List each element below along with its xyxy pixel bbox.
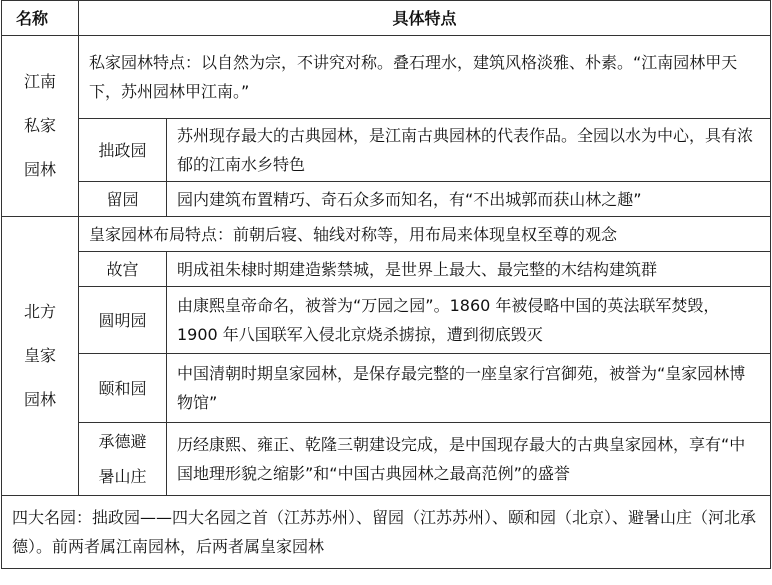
region-jiangnan — [2, 36, 79, 217]
header-row — [2, 1, 771, 36]
region-line: 私家 — [23, 116, 56, 135]
garden-table — [1, 0, 771, 569]
garden-name-line: 承德避 — [98, 432, 147, 451]
region-line: 北方 — [23, 302, 56, 321]
jiangnan-overview-row — [2, 36, 771, 119]
garden-desc: 由康熙皇帝命名，被誉为“万园之园”。1860 年被侵略中国的英法联军焚毁，1900 年八国联军入侵北京烧杀掳掠，遭到彻底毁灭 — [167, 287, 771, 354]
header-name: 名称 — [2, 1, 79, 36]
garden-desc: 中国清朝时期皇家园林，是保存最完整的一座皇家行宫御苑，被誉为“皇家园林博物馆” — [167, 354, 771, 423]
beifang-overview-row — [2, 217, 771, 252]
table-row — [2, 252, 771, 287]
region-line: 皇家 — [23, 346, 56, 365]
garden-name-line: 暑山庄 — [98, 467, 147, 486]
garden-desc: 苏州现存最大的古典园林，是江南古典园林的代表作品。全园以水为中心，具有浓郁的江南水乡特色 — [167, 119, 771, 182]
table-row — [2, 287, 771, 354]
garden-name: 圆明园 — [79, 287, 167, 354]
footer-note: 四大名园：拙政园——四大名园之首（江苏苏州）、留园（江苏苏州）、颐和园（北京）、避暑山庄（河北承德）。前两者属江南园林，后两者属皇家园林 — [2, 496, 771, 569]
region-beifang — [2, 217, 79, 496]
region-line: 园林 — [23, 160, 56, 179]
garden-desc: 明成祖朱棣时期建造紫禁城，是世界上最大、最完整的木结构建筑群 — [167, 252, 771, 287]
garden-name: 拙政园 — [79, 119, 167, 182]
garden-name: 留园 — [79, 182, 167, 217]
table-row — [2, 354, 771, 423]
garden-name — [79, 423, 167, 496]
beifang-overview: 皇家园林布局特点：前朝后寝、轴线对称等，用布局来体现皇权至尊的观念 — [79, 217, 771, 252]
table-row — [2, 182, 771, 217]
garden-desc: 历经康熙、雍正、乾隆三朝建设完成，是中国现存最大的古典皇家园林，享有“中国地理形貌之缩影”和“中国古典园林之最高范例”的盛誉 — [167, 423, 771, 496]
garden-name: 故宫 — [79, 252, 167, 287]
garden-name: 颐和园 — [79, 354, 167, 423]
header-feature: 具体特点 — [79, 1, 771, 36]
footer-row — [2, 496, 771, 569]
region-line: 江南 — [23, 72, 56, 91]
region-line: 园林 — [23, 390, 56, 409]
jiangnan-overview: 私家园林特点：以自然为宗，不讲究对称。叠石理水，建筑风格淡雅、朴素。“江南园林甲天下，苏州园林甲江南。” — [79, 36, 771, 119]
table-row — [2, 423, 771, 496]
garden-desc: 园内建筑布置精巧、奇石众多而知名，有“不出城郭而获山林之趣” — [167, 182, 771, 217]
table-row — [2, 119, 771, 182]
